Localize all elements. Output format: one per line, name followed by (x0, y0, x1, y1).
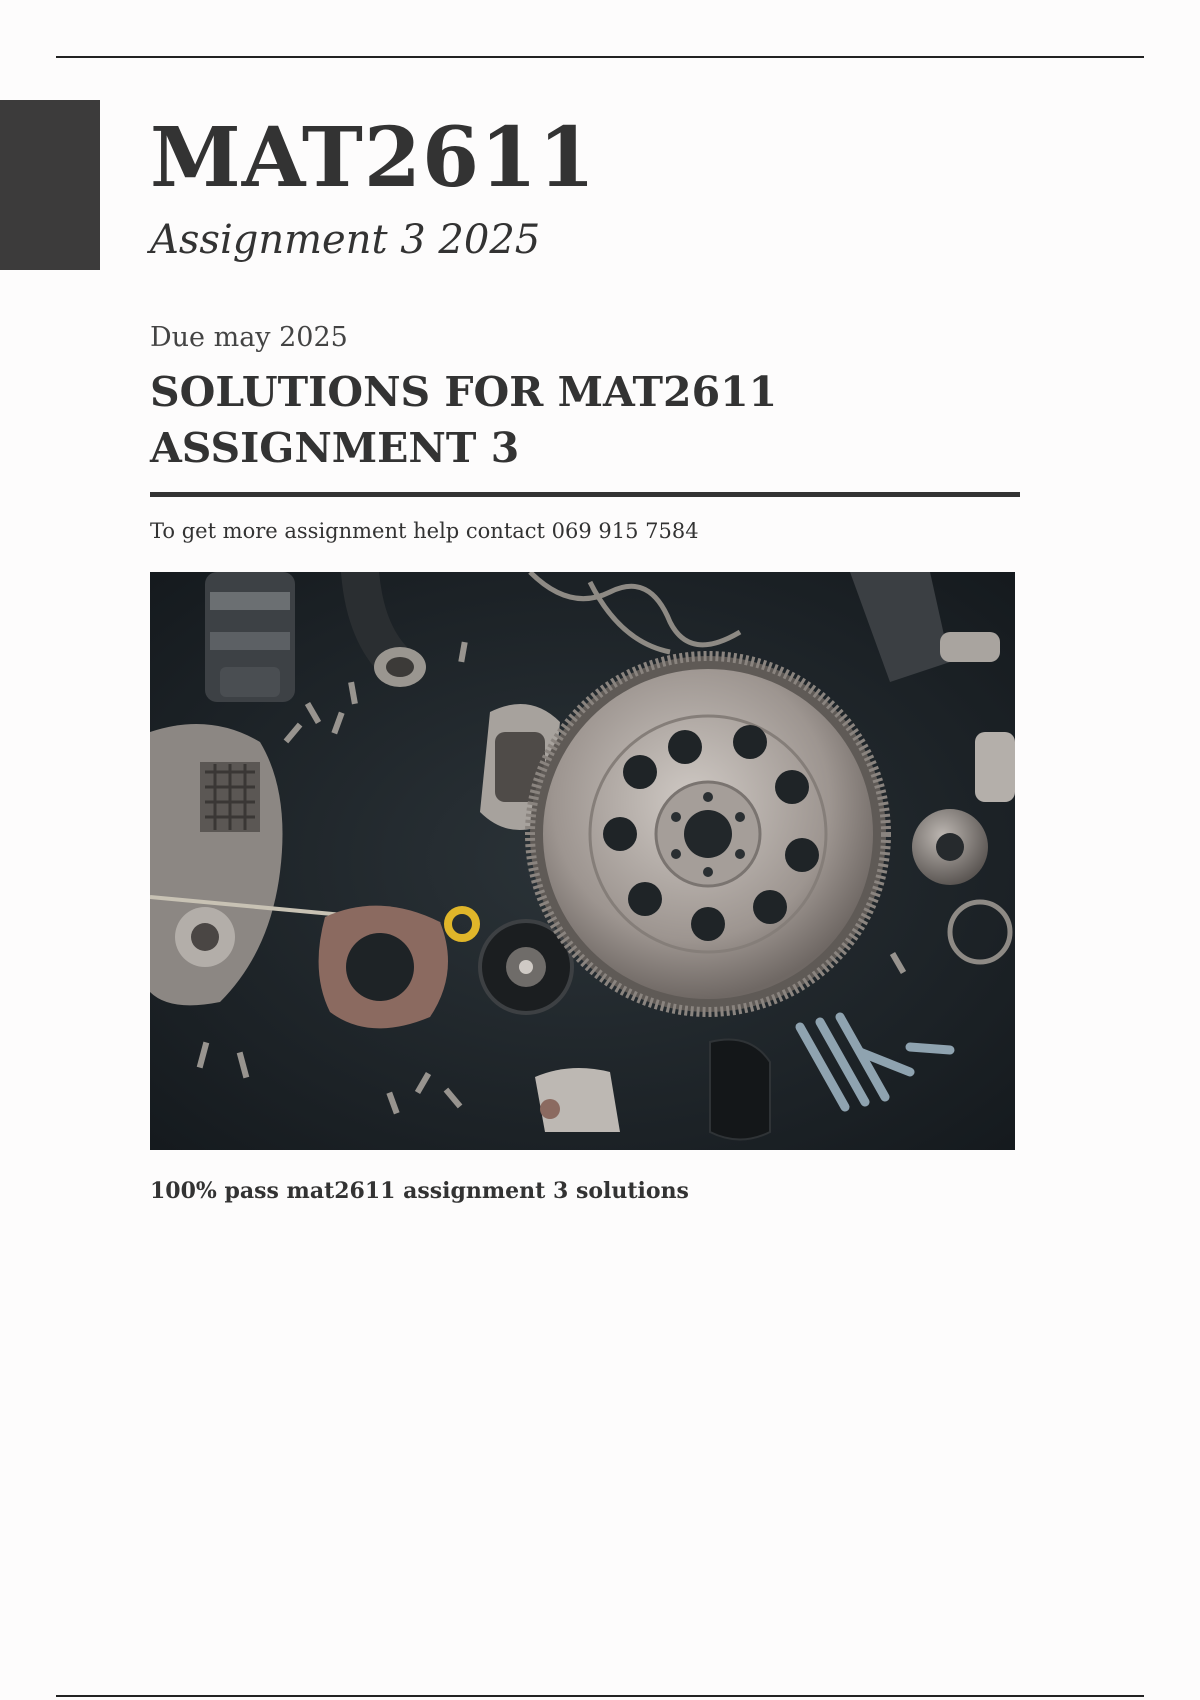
photo-caption: 100% pass mat2611 assignment 3 solutions (150, 1178, 689, 1204)
bottom-bracket (535, 1068, 620, 1132)
bottom-rule (56, 1695, 1144, 1697)
flywheel (530, 656, 886, 1012)
rusty-gasket (319, 906, 448, 1029)
due-date: Due may 2025 (150, 322, 348, 353)
course-code-title: MAT2611 (150, 110, 597, 206)
solutions-heading (150, 364, 1030, 476)
top-rule (56, 56, 1144, 58)
engine-parts-illustration (150, 572, 1015, 1150)
engine-parts-photo (150, 572, 1015, 1150)
heading-underline (150, 492, 1020, 497)
dark-cap (710, 1040, 770, 1140)
solutions-heading-line1: SOLUTIONS FOR MAT2611 (150, 368, 778, 416)
assignment-subtitle: Assignment 3 2025 (150, 217, 541, 263)
pulley (480, 921, 572, 1013)
solutions-heading-line2: ASSIGNMENT 3 (150, 424, 520, 472)
cylinder-part (205, 572, 295, 702)
side-accent-block (0, 100, 100, 270)
contact-text: To get more assignment help contact 069 915 7584 (150, 519, 699, 543)
